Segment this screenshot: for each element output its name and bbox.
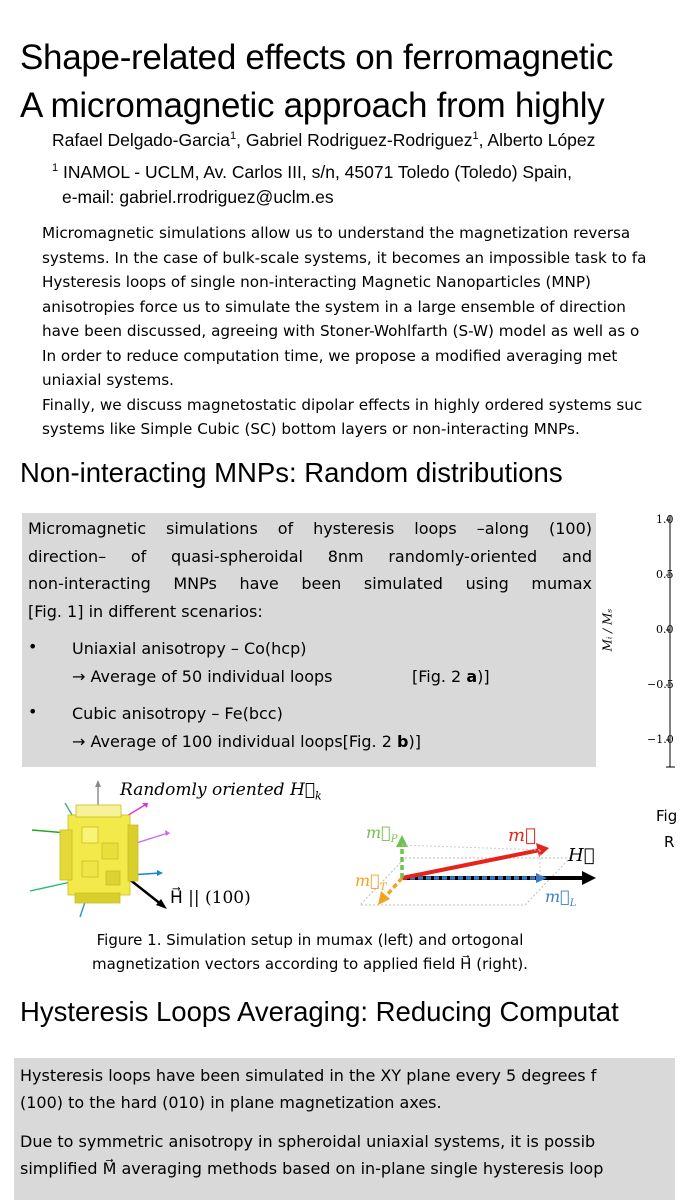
author-separator: ,: [236, 130, 246, 150]
bullet-item-uniaxial: [72, 635, 490, 691]
fig-ref-letter: b: [397, 732, 409, 751]
abstract-line: systems like Simple Cubic (SC) bottom layers or non-interacting MNPs.: [42, 420, 580, 438]
bullet: •: [28, 702, 38, 721]
fig-ref-text: [Fig. 2: [412, 667, 467, 686]
vector-symbol: m⃗: [355, 871, 380, 890]
uniaxial-label: Uniaxial anisotropy – Co(hcp): [72, 639, 307, 658]
hysteresis-plot-fragment: [600, 505, 678, 865]
bullet-item-cubic: [72, 700, 421, 756]
figure-caption-fragment: Fig: [656, 807, 678, 825]
paragraph-line: Hysteresis loops have been simulated in the XY plane every 5 degrees f: [20, 1066, 597, 1085]
paragraph-line: (100) to the hard (010) in plane magnetization axes.: [20, 1093, 442, 1112]
uniaxial-average-text: → Average of 50 individual loops: [72, 667, 333, 686]
fig2a-reference: [412, 663, 490, 691]
caption-line: Figure 1. Simulation setup in mumax (left) and ortogonal: [96, 931, 524, 949]
cubic-average: [72, 728, 421, 756]
box-text-line: Micromagnetic simulations of hysteresis loops –along (100): [28, 519, 592, 538]
vector-mt-label: [355, 871, 386, 893]
box-text-line: non-interacting MNPs have been simulated using mumax: [28, 574, 592, 593]
author-2-affil: 1: [472, 130, 479, 143]
fig-ref-letter: a: [466, 667, 478, 686]
field-arrowhead: [582, 871, 596, 885]
abstract-line: have been discussed, agreeing with Stoner-Wohlfarth (S-W) model as well as o: [42, 322, 640, 340]
uniaxial-average: [72, 663, 490, 691]
abstract-line: Hysteresis loops of single non-interacting Magnetic Nanoparticles (MNP): [42, 273, 591, 291]
affiliation: [52, 156, 572, 210]
abstract-line: anisotropies force us to simulate the system in a large ensemble of direction: [42, 297, 626, 316]
y-axis-label: Mᵢ / Mₛ: [600, 608, 615, 652]
abstract-line: In order to reduce computation time, we propose a modified averaging met: [42, 346, 618, 365]
fig-ref-text: [Fig. 2: [342, 732, 397, 751]
longitudinal-arrowhead: [536, 873, 547, 883]
poster-title: [20, 34, 613, 130]
abstract-line: Finally, we discuss magnetostatic dipolar effects in highly ordered systems suc: [42, 395, 643, 414]
author-1-affil: 1: [230, 130, 237, 143]
y-tick-label: 0.0: [656, 623, 674, 636]
transverse-component-arrow: [386, 878, 402, 896]
title-line-2: A micromagnetic approach from highly: [20, 86, 605, 125]
averaging-methods-box: [14, 1058, 675, 1200]
random-orientation-label: [120, 780, 322, 802]
author-list: [52, 130, 595, 151]
section-heading-random-distributions: Non-interacting MNPs: Random distributions: [20, 457, 563, 488]
section-heading-loops-averaging: Hysteresis Loops Averaging: Reducing Computat: [20, 996, 619, 1027]
vector-ml-label: [545, 887, 576, 909]
cubic-label: Cubic anisotropy – Fe(bcc): [72, 704, 283, 723]
paragraph-line: simplified M⃗ averaging methods based on in-plane single hysteresis loop: [20, 1159, 604, 1178]
vector-subscript: L: [569, 898, 577, 910]
vector-h-label: H⃗: [568, 845, 595, 866]
abstract: [42, 221, 682, 442]
box-text-line: [Fig. 1] in different scenarios:: [28, 601, 263, 621]
vector-symbol: m⃗: [366, 823, 391, 842]
caption-line: magnetization vectors according to applied field H⃗ (right).: [92, 955, 528, 973]
yellow-voxel-nanoparticle: [60, 805, 138, 903]
affiliation-address: INAMOL - UCLM, Av. Carlos III, s/n, 45071 Toledo (Toledo) Spain,: [58, 161, 573, 182]
title-line-1: Shape-related effects on ferromagnetic: [20, 38, 614, 77]
figure-caption-fragment: R: [664, 833, 675, 851]
author-2: Gabriel Rodriguez-Rodriguez: [245, 130, 473, 150]
y-tick-label: −1.0: [647, 733, 674, 746]
random-orientation-subscript: k: [314, 789, 322, 803]
author-separator: ,: [478, 130, 488, 150]
box-text-line: direction– of quasi-spheroidal 8nm randomly-oriented and: [28, 546, 592, 566]
fig-ref-close: )]: [408, 732, 421, 751]
vector-m-label: m⃗: [508, 825, 536, 846]
magnetization-vector-arrow: [402, 850, 540, 878]
vector-subscript: P: [390, 834, 398, 846]
random-orientation-text: Randomly oriented H⃗: [120, 780, 315, 800]
author-3: Alberto López: [487, 130, 596, 150]
plot-axes: [600, 505, 675, 805]
applied-field-direction-label: H⃗ || (100): [170, 888, 251, 908]
vector-symbol: m⃗: [545, 887, 570, 906]
vector-subscript: T: [379, 882, 387, 894]
fig-ref-close: )]: [477, 667, 490, 686]
abstract-line: systems. In the case of bulk-scale systems, it becomes an impossible task to fa: [42, 248, 647, 267]
abstract-line: uniaxial systems.: [42, 371, 174, 389]
author-1: Rafael Delgado-Garcia: [52, 130, 231, 150]
affiliation-email: e-mail: gabriel.rrodriguez@uclm.es: [62, 186, 334, 207]
paragraph-line: Due to symmetric anisotropy in spheroidal uniaxial systems, it is possib: [20, 1132, 596, 1151]
figure-1-caption: [40, 928, 580, 976]
y-tick-label: 1.0: [656, 513, 674, 526]
cubic-average-text: → Average of 100 individual loops: [72, 732, 343, 751]
fig2b-reference: [343, 732, 421, 751]
vector-mp-label: [366, 823, 398, 845]
abstract-line: Micromagnetic simulations allow us to understand the magnetization reversa: [42, 224, 631, 242]
y-tick-label: −0.5: [647, 678, 674, 691]
y-tick-label: 0.5: [656, 568, 674, 581]
affiliation-number: 1: [52, 162, 59, 174]
bullet: •: [28, 637, 38, 656]
simulation-scenarios-box: [22, 513, 596, 767]
